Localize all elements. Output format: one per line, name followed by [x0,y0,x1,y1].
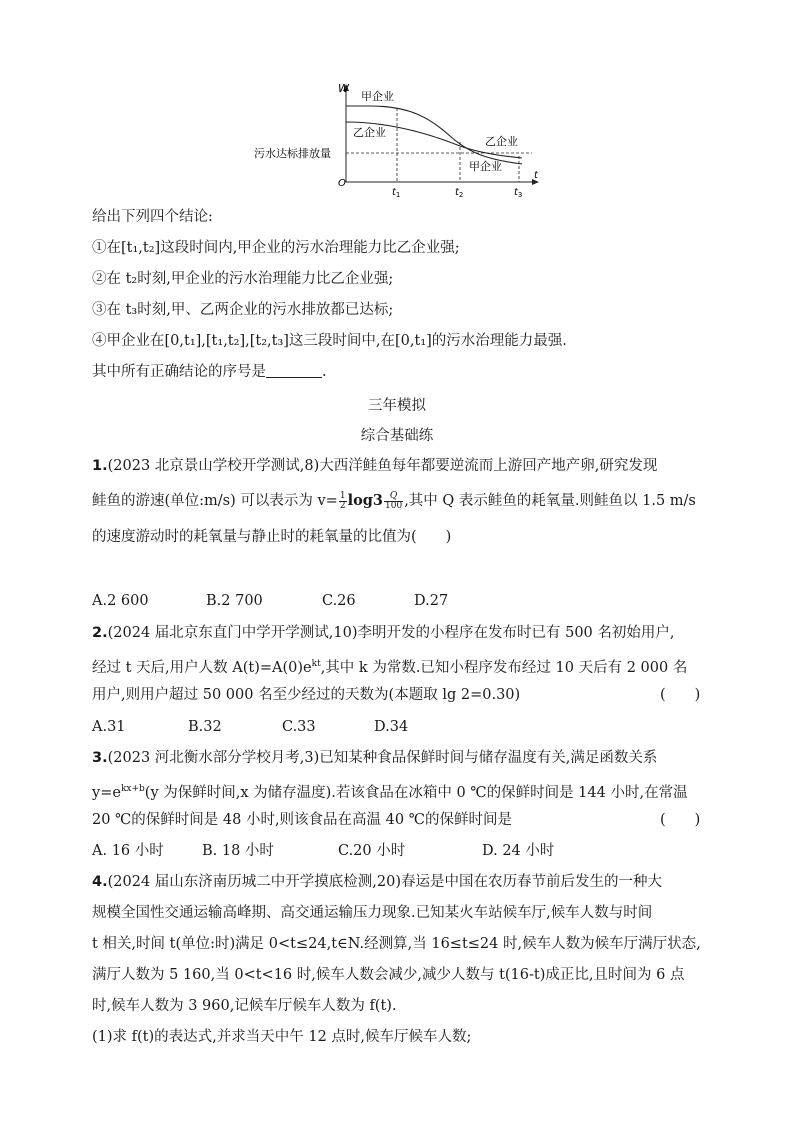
conclusion-1: ①在[t₁,t₂]这段时间内,甲企业的污水治理能力比乙企业强; [92,240,460,256]
q1-frac-half: $\frac{1}{2}$ [339,490,346,511]
q4-line2: 规模全国性交通运输高峰期、高交通运输压力现象.已知某火车站候车厅,候车人数与时间 [92,905,653,921]
q1-option-d[interactable]: D.27 [414,593,449,609]
q3-option-c[interactable]: C.20 小时 [338,843,406,859]
q4-line4: 满厅人数为 5 160,当 0<t<16 时,候车人数会减少,减少人数与 t(16-t)成正比,且时间为 6 点 [92,967,685,983]
q3-exponent: kx+b [120,784,145,794]
q1-line3: 的速度游动时的耗氧量与静止时的耗氧量的比值为( ) [92,529,452,545]
curve-yi-label-top: 乙企业 [353,126,386,139]
q4-line5: 时,候车人数为 3 960,记候车厅候车人数为 f(t). [92,998,397,1014]
q2-option-c[interactable]: C.33 [282,719,316,735]
q3-line2-b: (y 为保鲜时间,x 为储存温度).若该食品在冰箱中 0 ℃的保鲜时间是 144 小时,在常温 [144,784,688,801]
q3-line2 [92,778,704,804]
q1-line2 [92,490,704,512]
q3-line1-text: (2023 河北衡水部分学校月考,3)已知某种食品保鲜时间与储存温度有关,满足函数关系 [107,750,658,766]
q1-option-b[interactable]: B.2 700 [206,593,263,609]
q3-line2-a: y=e [92,784,121,801]
q3-line3: 20 ℃的保鲜时间是 48 小时,则该食品在高温 40 ℃的保鲜时间是 [92,812,512,828]
q2-options [92,716,592,738]
curve-jia-label-top: 甲企业 [361,90,394,103]
t2-label: $t_2$ [455,187,464,198]
curve-yi-label-right: 乙企业 [485,135,518,148]
origin-label: O [338,178,346,189]
q1-frac-q: $\frac{Q}{100}$ [385,490,403,511]
q1-option-a[interactable]: A.2 600 [92,593,149,609]
q2-line1 [92,622,704,644]
q4-line3: t 相关,时间 t(单位:时)满足 0<t≤24,t∈N.经测算,当 16≤t≤24 时,候车人数为候车厅满厅状态, [92,936,701,952]
question-prompt [92,361,704,383]
q1-line2-c: ,其中 Q 表示鲑鱼的耗氧量.则鲑鱼以 1.5 m/s [404,493,696,509]
q2-exponent: kt [311,659,321,669]
q2-answer-paren: ( ) [660,687,701,703]
axis-t-label: t [534,170,538,181]
axis-w-label: W [338,82,349,95]
t3-label: $t_3$ [514,187,523,198]
q4-number: 4. [92,874,108,890]
wastewater-chart [250,78,550,198]
q3-option-b[interactable]: B. 18 小时 [202,843,274,859]
intro-text: 给出下列四个结论: [92,209,213,225]
q3-answer-paren: ( ) [660,812,701,828]
curve-jia-label-bottom: 甲企业 [469,160,502,173]
t1-label: $t_1$ [392,187,401,198]
question-prompt-text: 其中所有正确结论的序号是 [92,364,266,380]
q1-line2-a: 鲑鱼的游速(单位:m/s) 可以表示为 v= [92,493,338,509]
q1-line1 [92,455,704,477]
q1-number: 1. [92,458,108,474]
q2-number: 2. [92,625,108,641]
q3-option-a[interactable]: A. 16 小时 [92,843,164,859]
q2-option-a[interactable]: A.31 [92,719,126,735]
q1-log: log3 [347,492,383,509]
q3-number: 3. [92,750,108,766]
q2-line1-text: (2024 届北京东直门中学开学测试,10)李明开发的小程序在发布时已有 500 名初始用户, [107,625,675,641]
q4-line6: (1)求 f(t)的表达式,并求当天中午 12 点时,候车厅候车人数; [92,1029,472,1045]
q4-line1 [92,871,704,893]
section-subtitle: 综合基础练 [360,428,434,444]
q3-line1 [92,747,704,769]
conclusion-3: ③在 t₃时刻,甲、乙两企业的污水排放都已达标; [92,302,394,318]
q3-options [92,840,612,862]
q1-options [92,590,592,612]
q4-line1-text: (2024 届山东济南历城二中开学摸底检测,20)春运是中国在农历春节前后发生的一种大 [107,874,662,890]
conclusion-2: ②在 t₂时刻,甲企业的污水治理能力比乙企业强; [92,271,394,287]
conclusion-4: ④甲企业在[0,t₁],[t₁,t₂],[t₂,t₃]这三段时间中,在[0,t₁]的污水治理能力最强. [92,333,567,349]
q1-option-c[interactable]: C.26 [322,593,356,609]
q3-option-d[interactable]: D. 24 小时 [482,843,555,859]
section-title: 三年模拟 [368,398,426,414]
q2-option-b[interactable]: B.32 [188,719,222,735]
q2-option-d[interactable]: D.34 [374,719,409,735]
q2-line2 [92,653,704,679]
q1-line1-text: (2023 北京景山学校开学测试,8)大西洋鲑鱼每年都要逆流而上游回产地产卵,研究发现 [107,458,658,474]
answer-blank [266,363,322,378]
q2-line2-b: ,其中 k 为常数.已知小程序发布经过 10 天后有 2 000 名 [320,659,688,676]
standard-label: 污水达标排放量 [254,147,331,160]
q2-line2-a: 经过 t 天后,用户人数 A(t)=A(0)e [92,659,312,676]
q2-line3: 用户,则用户超过 50 000 名至少经过的天数为(本题取 lg 2=0.30) [92,687,521,703]
question-end: . [322,364,327,380]
